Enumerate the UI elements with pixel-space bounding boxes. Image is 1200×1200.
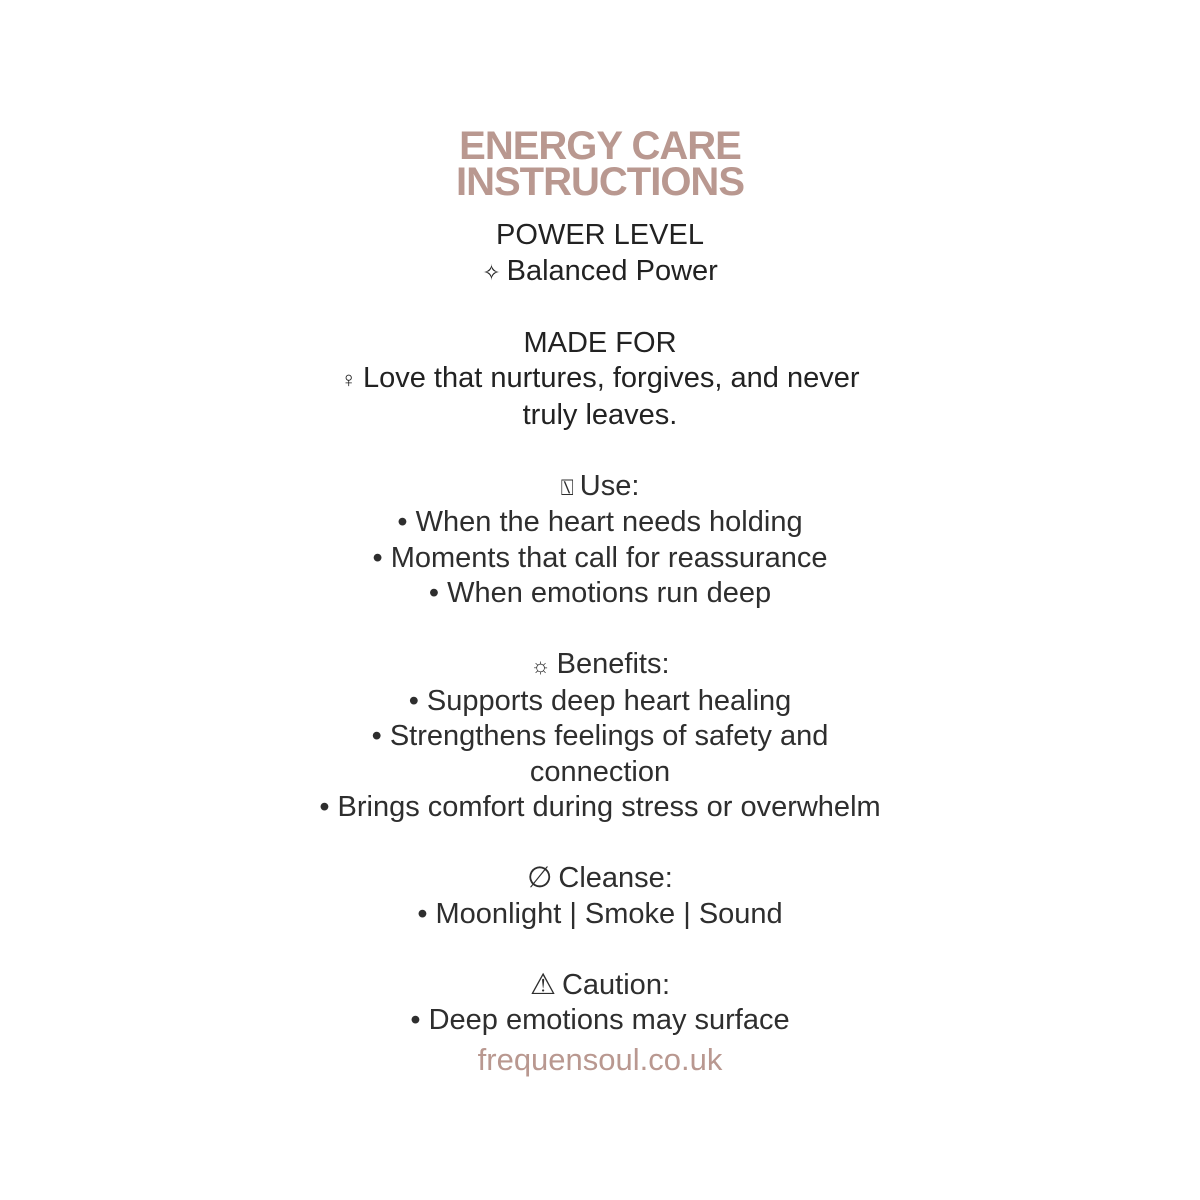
caution-heading-line	[0, 968, 1200, 1004]
cleanse-section	[0, 861, 1200, 932]
page-title	[0, 124, 1200, 204]
caution-heading: Caution:	[561, 968, 670, 1001]
cleanse-heading: Cleanse:	[558, 862, 673, 894]
benefits-heading-line	[0, 647, 1200, 684]
website-link[interactable]: frequensoul.co.uk	[477, 1042, 723, 1077]
power-level-value-line	[0, 254, 1200, 291]
power-level-value: Balanced Power	[506, 254, 718, 287]
section-spacer	[0, 433, 1200, 469]
sparkle-icon: ✧	[482, 259, 501, 285]
title-line-2: INSTRUCTIONS	[456, 160, 744, 204]
section-spacer	[0, 290, 1200, 326]
made-for-heading: MADE FOR	[523, 326, 677, 359]
list-item: • Moments that call for reassurance	[372, 541, 828, 574]
made-for-text-1: Love that nurtures, forgives, and never	[362, 362, 860, 394]
list-item: • When emotions run deep	[428, 577, 772, 609]
use-heading-line	[0, 469, 1200, 506]
instructions-body	[0, 218, 1200, 1039]
use-heading: Use:	[579, 469, 640, 502]
made-for-section	[0, 326, 1200, 434]
list-item: • Brings comfort during stress or overwhelm	[319, 791, 881, 823]
cleanse-heading-line	[0, 861, 1200, 897]
warning-icon: ⚠	[529, 968, 556, 1001]
list-item: • Supports deep heart healing	[408, 684, 792, 717]
sun-icon: ☼	[530, 653, 551, 678]
use-section	[0, 469, 1200, 612]
caution-section	[0, 968, 1200, 1039]
section-spacer	[0, 612, 1200, 648]
section-spacer	[0, 826, 1200, 862]
empty-set-icon: ∅	[527, 862, 553, 894]
list-item: • Moonlight | Smoke | Sound	[417, 897, 783, 930]
made-for-line-1	[0, 361, 1200, 398]
list-item: connection	[529, 755, 671, 788]
venus-icon: ♀	[340, 367, 357, 392]
list-item: • Deep emotions may surface	[410, 1004, 790, 1036]
list-item: • Strengthens feelings of safety and	[371, 720, 829, 752]
made-for-line-2: truly leaves.	[522, 398, 678, 431]
section-spacer	[0, 932, 1200, 968]
power-level-section	[0, 218, 1200, 290]
list-item: • When the heart needs holding	[397, 506, 803, 538]
power-level-heading: POWER LEVEL	[496, 219, 704, 251]
benefits-section	[0, 647, 1200, 826]
title-line-1: ENERGY CARE	[459, 124, 741, 168]
benefits-heading: Benefits:	[556, 648, 670, 680]
rune-icon: ⍂	[560, 474, 574, 500]
